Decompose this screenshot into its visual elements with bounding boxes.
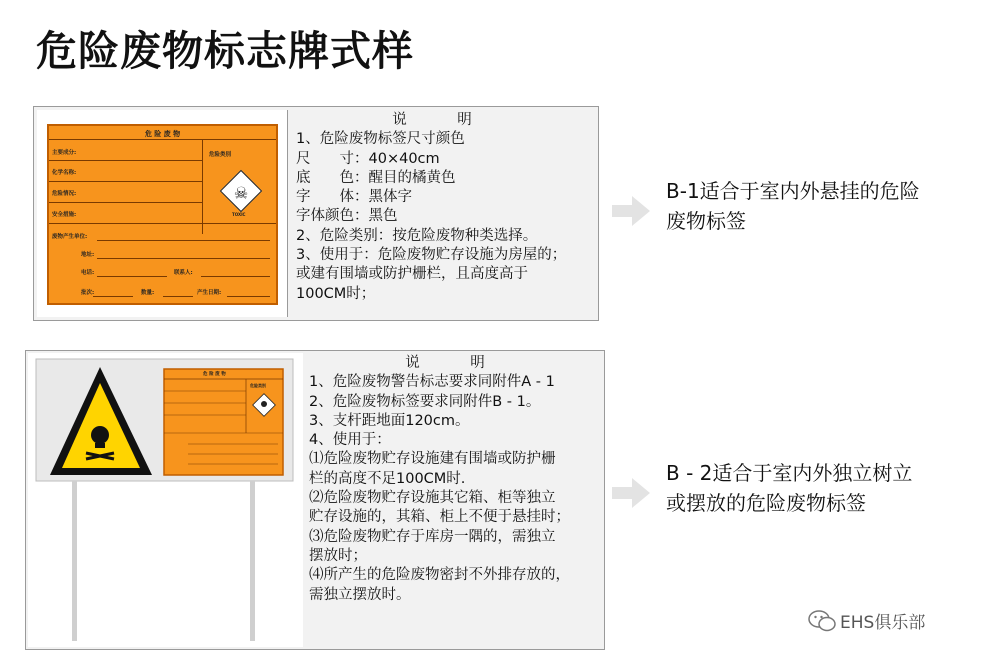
description-line: 字 体：黑体字 [296,189,412,206]
description-b1 [296,111,586,304]
description-line: 4、使用于： [309,432,391,449]
label-field-date: 产生日期: [197,290,222,296]
description-line: 2、危险类别：按危险废物种类选择。 [296,227,538,244]
small-label-hazard-class: 危险类别 [250,383,266,388]
standing-sign-illustration [28,353,303,647]
description-line: ⑴危险废物贮存设施建有围墙或防护栅 [309,451,556,468]
caption-b2: B - 2适合于室内外独立树立 或摆放的危险废物标签 [666,461,913,515]
label-field-main-component: 主要成分: [52,150,77,156]
wechat-icon [808,610,836,632]
description-line: 1、危险废物标签尺寸颜色 [296,131,465,148]
label-title: 危 险 废 物 [144,130,181,138]
skull-icon: ☠ [233,182,249,202]
standing-sign-image [28,353,303,647]
description-line: 2、危险废物标签要求同附件B - 1。 [309,393,541,410]
label-field-producer: 废物产生单位: [52,234,88,240]
sign-sample-panel-b1 [33,106,599,321]
hazardous-waste-label [47,124,278,305]
description-line: 1、危险废物警告标志要求同附件A - 1 [309,374,555,391]
toxic-diamond-icon [220,170,262,212]
label-field-safety: 安全措施: [52,212,77,218]
label-field-batch: 批次: [81,290,95,296]
description-heading: 说 明 [405,355,503,371]
page-title: 危险废物标志牌式样 [36,27,414,75]
label-field-chemical-name: 化学名称: [52,170,77,176]
watermark-text: EHS俱乐部 [840,613,926,633]
description-line: 栏的高度不足100CM时. [309,470,466,487]
description-line: 摆放时； [309,547,367,564]
description-line: 字体颜色：黑色 [296,208,398,225]
description-line: 底 色：醒目的橘黄色 [296,169,456,186]
description-line: ⑵危险废物贮存设施其它箱、柜等独立 [309,490,556,507]
description-line: 贮存设施的，其箱、柜上不便于悬挂时； [309,509,570,526]
description-heading: 说 明 [392,112,490,128]
caption-b1: B-1适合于室内外悬挂的危险 废物标签 [666,179,920,233]
description-b2 [309,354,599,605]
hazardous-waste-label-image [37,110,288,317]
description-line: 3、使用于：危险废物贮存设施为房屋的； [296,247,567,264]
arrow-right-icon [612,196,650,226]
small-label-title: 危 险 废 物 [203,372,226,377]
label-field-contact: 联系人: [174,270,193,276]
label-field-hazard-info: 危险情况: [52,191,77,197]
description-line: 需独立摆放时。 [309,586,411,603]
description-line: ⑷所产生的危险废物密封不外排存放的， [309,567,570,584]
sign-sample-panel-b2 [25,350,605,650]
label-field-phone: 电话: [81,270,95,276]
toxic-text: TOXIC [232,212,246,217]
description-line: 或建有围墙或防护栅栏，且高度高于 [296,266,528,283]
arrow-right-icon [612,478,650,508]
description-line: ⑶危险废物贮存于库房一隅的，需独立 [309,528,556,545]
description-line: 3、支杆距地面120cm。 [309,412,470,429]
description-line: 100CM时； [296,285,376,302]
description-line: 尺 寸：40×40cm [296,150,440,167]
label-hazard-class: 危险类别 [209,152,232,158]
label-field-quantity: 数量: [141,290,155,296]
watermark [808,608,925,633]
label-field-address: 地址: [81,252,95,258]
